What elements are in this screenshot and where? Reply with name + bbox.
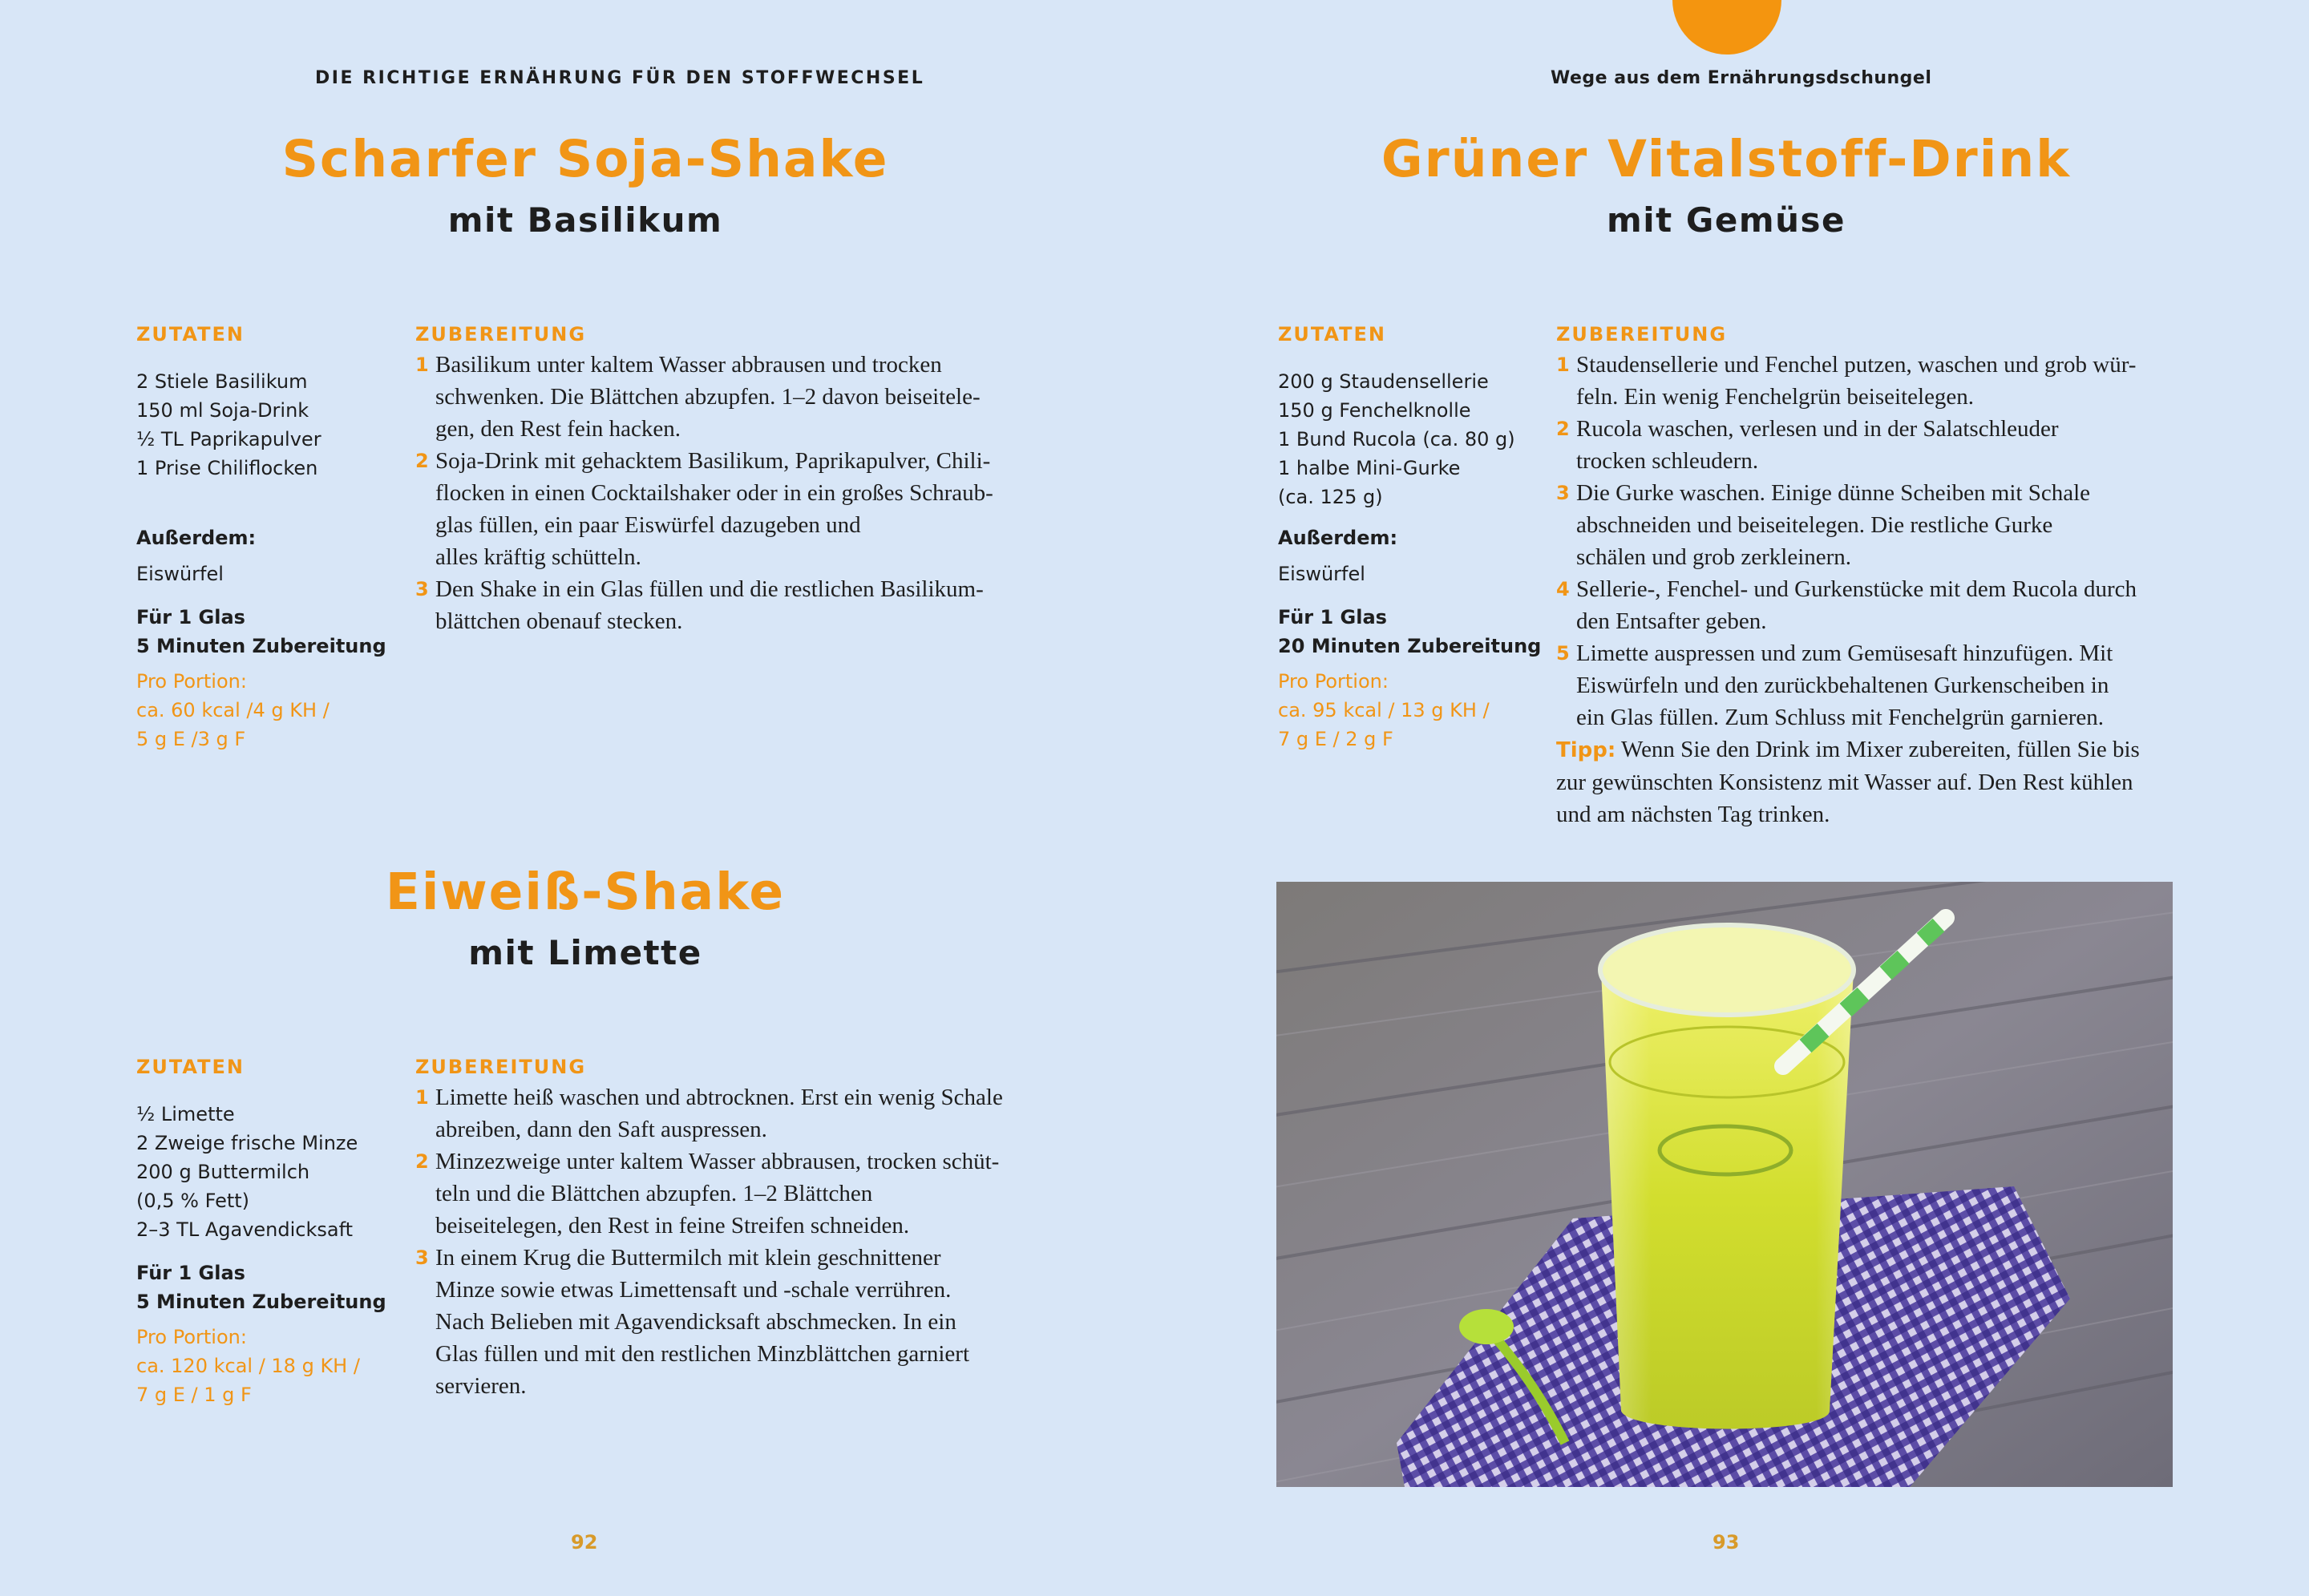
ingredient-item: ½ TL Paprikapulver xyxy=(136,428,321,451)
step-line: Limette auspressen und zum Gemüsesaft hinzufügen. Mit xyxy=(1576,640,2113,666)
extra-ingredient: Eiswürfel xyxy=(136,563,224,585)
step-number: 3 xyxy=(1556,482,1570,504)
ingredient-item: 1 halbe Mini-Gurke xyxy=(1278,457,1461,479)
step-line: Soja-Drink mit gehacktem Basilikum, Paprikapulver, Chili- xyxy=(435,448,991,474)
tip-text: Wenn Sie den Drink im Mixer zubereiten, füllen Sie bis xyxy=(1621,737,2140,762)
nutrition-heading: Pro Portion: xyxy=(136,670,247,693)
nutrition-heading: Pro Portion: xyxy=(1278,670,1389,693)
extra-ingredient: Eiswürfel xyxy=(1278,563,1365,585)
step-line: Nach Belieben mit Agavendicksaft abschmecken. In ein xyxy=(435,1309,956,1335)
step-line: In einem Krug die Buttermilch mit klein geschnittener xyxy=(435,1245,941,1271)
preparation-steps xyxy=(415,1081,1057,1402)
step-item xyxy=(415,1145,1057,1242)
ingredient-item: 1 Bund Rucola (ca. 80 g) xyxy=(1278,428,1515,451)
step-item xyxy=(1556,349,2198,413)
step-number: 5 xyxy=(1556,642,1570,665)
step-number: 1 xyxy=(415,1086,429,1109)
ingredient-item: (ca. 125 g) xyxy=(1278,486,1383,508)
yield: Für 1 Glas xyxy=(136,606,245,628)
step-line: schwenken. Die Blättchen abzupfen. 1–2 davon beiseitele- xyxy=(435,384,981,410)
extra-heading: Außerdem: xyxy=(1278,527,1398,549)
step-line: Staudensellerie und Fenchel putzen, waschen und grob wür- xyxy=(1576,352,2137,378)
tip-line xyxy=(1556,733,2198,766)
nutrition-line: ca. 95 kcal / 13 g KH / xyxy=(1278,699,1490,721)
step-line: glas füllen, ein paar Eiswürfel dazugeben und xyxy=(435,512,861,538)
recipe-subtitle: mit Gemüse xyxy=(1607,200,1846,240)
step-item xyxy=(1556,477,2198,573)
step-number: 2 xyxy=(415,450,429,472)
tip-block xyxy=(1556,733,2198,830)
recipe-title: Grüner Vitalstoff-Drink xyxy=(1381,130,2072,188)
prep-time: 5 Minuten Zubereitung xyxy=(136,635,386,657)
step-line: Minzezweige unter kaltem Wasser abbrausen, trocken schüt- xyxy=(435,1149,1000,1174)
extra-heading: Außerdem: xyxy=(136,527,257,549)
step-item xyxy=(415,1242,1057,1402)
step-line: gen, den Rest fein hacken. xyxy=(435,416,681,442)
step-line: feln. Ein wenig Fenchelgrün beiseitelegen. xyxy=(1576,384,1975,410)
ingredient-item: (0,5 % Fett) xyxy=(136,1190,250,1212)
preparation-heading: ZUBEREITUNG xyxy=(415,323,587,345)
preparation-steps xyxy=(1556,349,2198,733)
recipe-subtitle: mit Basilikum xyxy=(447,200,723,240)
step-number: 1 xyxy=(1556,354,1570,376)
recipe-subtitle: mit Limette xyxy=(468,933,702,972)
step-line: Rucola waschen, verlesen und in der Salatschleuder xyxy=(1576,416,2059,442)
ingredient-item: 200 g Buttermilch xyxy=(136,1161,310,1183)
ingredients-heading: ZUTATEN xyxy=(1278,323,1386,345)
step-line: Die Gurke waschen. Einige dünne Scheiben mit Schale xyxy=(1576,480,2091,506)
step-line: blättchen obenauf stecken. xyxy=(435,608,683,634)
right-running-head: Wege aus dem Ernährungsdschungel xyxy=(1551,68,1932,88)
step-line: Glas füllen und mit den restlichen Minzblättchen garniert xyxy=(435,1341,969,1367)
yield: Für 1 Glas xyxy=(136,1262,245,1284)
ingredient-item: 1 Prise Chiliflocken xyxy=(136,457,318,479)
nutrition-heading: Pro Portion: xyxy=(136,1326,247,1348)
step-number: 3 xyxy=(415,1246,429,1269)
step-line: Minze sowie etwas Limettensaft und -schale verrühren. xyxy=(435,1277,952,1303)
step-line: abschneiden und beiseitelegen. Die restliche Gurke xyxy=(1576,512,2053,538)
ingredient-item: 2 Stiele Basilikum xyxy=(136,370,308,393)
ingredient-item: 2 Zweige frische Minze xyxy=(136,1132,358,1154)
preparation-heading: ZUBEREITUNG xyxy=(1556,323,1728,345)
step-line: beiseitelegen, den Rest in feine Streifen schneiden. xyxy=(435,1213,910,1238)
page-number: 93 xyxy=(1713,1531,1740,1554)
step-number: 2 xyxy=(1556,418,1570,440)
step-line: alles kräftig schütteln. xyxy=(435,544,641,570)
step-line: Basilikum unter kaltem Wasser abbrausen und trocken xyxy=(435,352,942,378)
prep-time: 20 Minuten Zubereitung xyxy=(1278,635,1542,657)
step-line: ein Glas füllen. Zum Schluss mit Fenchelgrün garnieren. xyxy=(1576,705,2104,730)
step-line: abreiben, dann den Saft auspressen. xyxy=(435,1117,767,1142)
recipe-title: Eiweiß-Shake xyxy=(385,863,786,921)
nutrition-line: 7 g E / 1 g F xyxy=(136,1384,252,1406)
ingredients-heading: ZUTATEN xyxy=(136,323,245,345)
page-number: 92 xyxy=(571,1531,598,1554)
ingredients-list xyxy=(136,1100,358,1244)
step-number: 3 xyxy=(415,578,429,600)
preparation-heading: ZUBEREITUNG xyxy=(415,1056,587,1078)
step-item xyxy=(415,1081,1057,1145)
ingredients-list xyxy=(1278,367,1515,511)
ingredient-item: 2–3 TL Agavendicksaft xyxy=(136,1218,354,1241)
prep-time: 5 Minuten Zubereitung xyxy=(136,1291,386,1313)
ingredient-item: 150 ml Soja-Drink xyxy=(136,399,309,422)
step-number: 4 xyxy=(1556,578,1570,600)
preparation-steps xyxy=(415,349,1057,637)
tip-label: Tipp: xyxy=(1556,738,1616,762)
step-line: schälen und grob zerkleinern. xyxy=(1576,544,1852,570)
ingredient-item: 200 g Staudensellerie xyxy=(1278,370,1489,393)
left-running-head: DIE RICHTIGE ERNÄHRUNG FÜR DEN STOFFWECHSEL xyxy=(315,68,925,88)
drink-photo-illustration xyxy=(1276,882,2173,1487)
step-line: den Entsafter geben. xyxy=(1576,608,1767,634)
step-line: teln und die Blättchen abzupfen. 1–2 Blättchen xyxy=(435,1181,873,1206)
step-item xyxy=(415,445,1057,573)
step-line: flocken in einen Cocktailshaker oder in ein großes Schraub- xyxy=(435,480,993,506)
recipe-title: Scharfer Soja-Shake xyxy=(281,130,889,188)
step-line: Den Shake in ein Glas füllen und die restlichen Basilikum- xyxy=(435,576,984,602)
step-item xyxy=(415,573,1057,637)
yield: Für 1 Glas xyxy=(1278,606,1387,628)
ingredient-item: 150 g Fenchelknolle xyxy=(1278,399,1471,422)
ingredients-list xyxy=(136,367,321,483)
ingredient-item: ½ Limette xyxy=(136,1103,235,1125)
step-line: trocken schleudern. xyxy=(1576,448,1759,474)
nutrition-line: ca. 120 kcal / 18 g KH / xyxy=(136,1355,360,1377)
tip-line: zur gewünschten Konsistenz mit Wasser auf. Den Rest kühlen xyxy=(1556,770,2133,795)
decorative-orange-circle xyxy=(1672,0,1781,55)
drink-photo xyxy=(1276,882,2173,1487)
step-line: Sellerie-, Fenchel- und Gurkenstücke mit dem Rucola durch xyxy=(1576,576,2137,602)
ingredients-heading: ZUTATEN xyxy=(136,1056,245,1078)
nutrition-line: ca. 60 kcal /4 g KH / xyxy=(136,699,330,721)
step-line: servieren. xyxy=(435,1373,527,1399)
step-item xyxy=(415,349,1057,445)
step-line: Limette heiß waschen und abtrocknen. Erst ein wenig Schale xyxy=(435,1085,1003,1110)
nutrition-line: 7 g E / 2 g F xyxy=(1278,728,1393,750)
step-line: Eiswürfeln und den zurückbehaltenen Gurkenscheiben in xyxy=(1576,673,2109,698)
step-item xyxy=(1556,573,2198,637)
step-item xyxy=(1556,637,2198,733)
nutrition-line: 5 g E /3 g F xyxy=(136,728,246,750)
step-number: 1 xyxy=(415,354,429,376)
step-number: 2 xyxy=(415,1150,429,1173)
step-item xyxy=(1556,413,2198,477)
tip-line: und am nächsten Tag trinken. xyxy=(1556,802,1830,827)
